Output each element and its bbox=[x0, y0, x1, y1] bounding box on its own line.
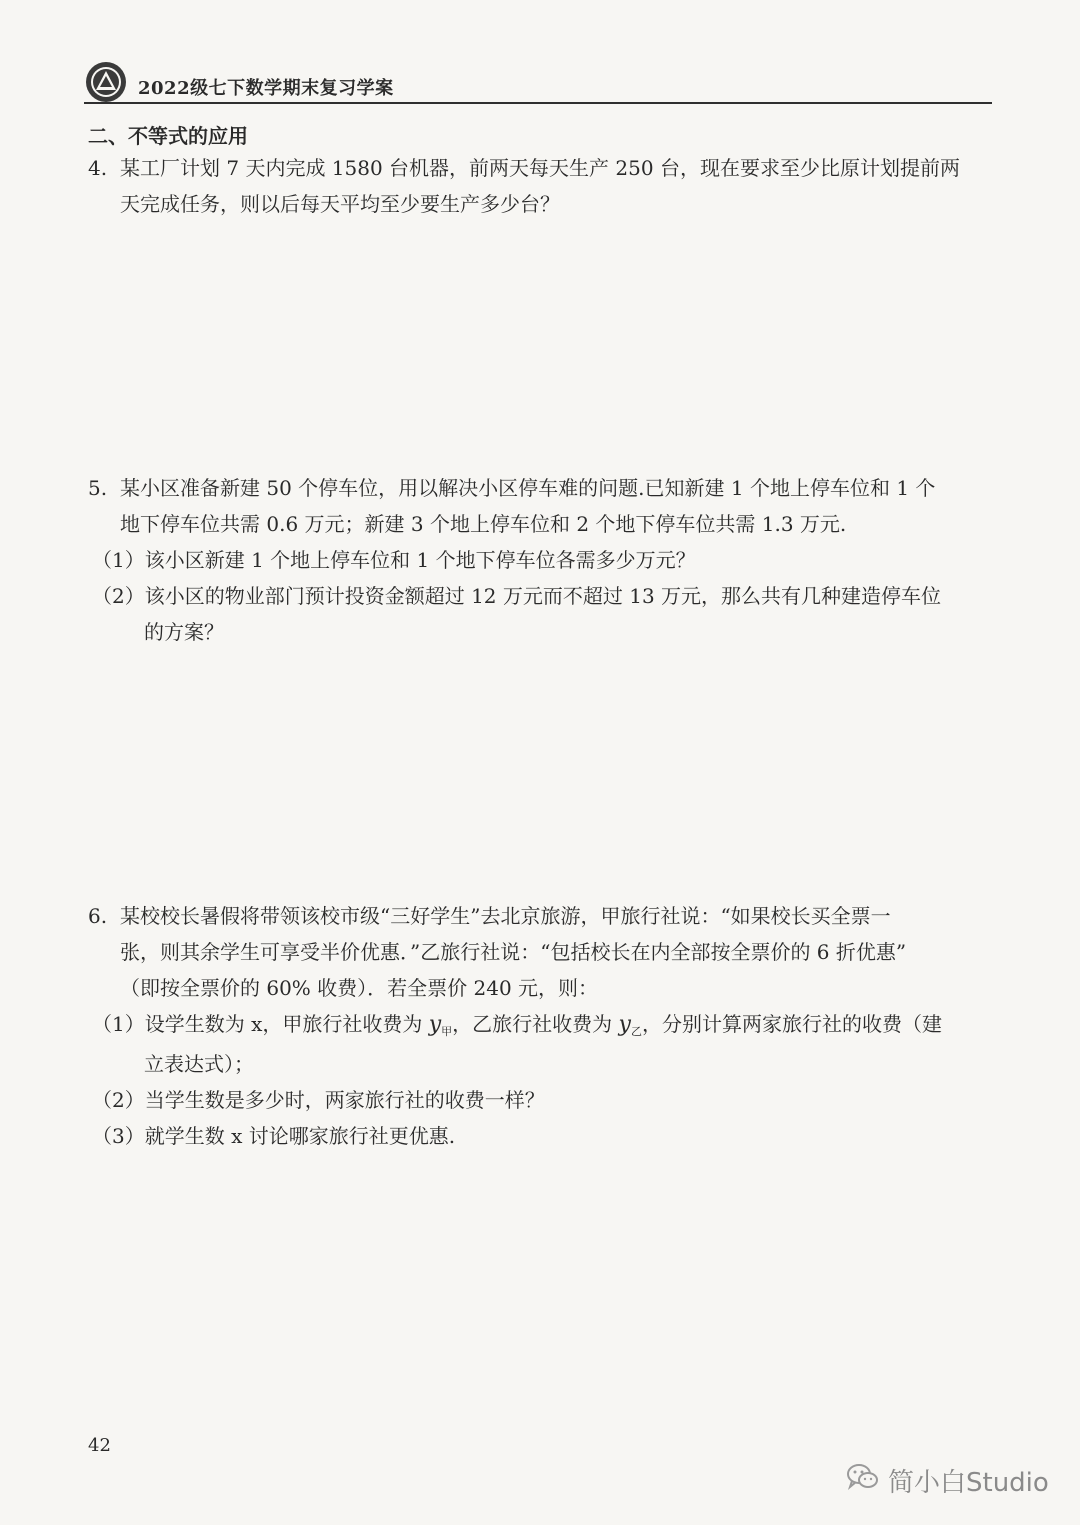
school-logo-icon bbox=[84, 60, 128, 104]
question-part-2: （2）当学生数是多少时，两家旅行社的收费一样？ bbox=[92, 1088, 545, 1112]
question-number: 4. bbox=[88, 156, 108, 180]
question-text-line: 某小区准备新建 50 个停车位，用以解决小区停车难的问题.已知新建 1 个地上停车位和 1 个 bbox=[120, 476, 936, 500]
watermark bbox=[846, 1458, 1056, 1498]
variable-subscript: 甲 bbox=[441, 1025, 453, 1038]
wechat-icon bbox=[846, 1462, 880, 1492]
variable-subscript: 乙 bbox=[630, 1025, 642, 1038]
question-number: 5. bbox=[88, 476, 108, 500]
question-part-1-continued: 立表达式）； bbox=[144, 1052, 254, 1076]
section-title: 二、不等式的应用 bbox=[88, 124, 248, 148]
page-number: 42 bbox=[88, 1435, 111, 1456]
question-text-line: 张，则其余学生可享受半价优惠．”乙旅行社说：“包括校长在内全部按全票价的 6 折优惠” bbox=[120, 940, 907, 964]
variable-y: y bbox=[618, 1012, 631, 1037]
question-part-1 bbox=[92, 1006, 942, 1050]
question-text-line: 地下停车位共需 0.6 万元；新建 3 个地上停车位和 2 个地下停车位共需 1.3 万元. bbox=[120, 512, 847, 536]
part-text: （1）设学生数为 x，甲旅行社收费为 bbox=[92, 1012, 429, 1036]
header-title: 2022级七下数学期末复习学案 bbox=[138, 78, 394, 99]
header-divider bbox=[84, 102, 992, 104]
part-text: ，分别计算两家旅行社的收费（建 bbox=[641, 1012, 942, 1036]
question-text-line: 某工厂计划 7 天内完成 1580 台机器，前两天每天生产 250 台，现在要求至少比原计划提前两 bbox=[120, 156, 960, 180]
part-text: ，乙旅行社收费为 bbox=[452, 1012, 619, 1036]
question-text-line: 天完成任务，则以后每天平均至少要生产多少台？ bbox=[120, 192, 560, 216]
question-text-line: 某校校长暑假将带领该校市级“三好学生”去北京旅游，甲旅行社说：“如果校长买全票一 bbox=[120, 904, 891, 928]
question-number: 6. bbox=[88, 904, 108, 928]
question-text-line: （即按全票价的 60% 收费）．若全票价 240 元，则： bbox=[120, 976, 599, 1000]
page-header bbox=[84, 58, 992, 106]
question-part-3: （3）就学生数 x 讨论哪家旅行社更优惠. bbox=[92, 1124, 456, 1148]
question-part: （2）该小区的物业部门预计投资金额超过 12 万元而不超过 13 万元，那么共有几种建造停车位 bbox=[92, 584, 942, 608]
variable-y: y bbox=[428, 1012, 442, 1037]
question-part: （1）该小区新建 1 个地上停车位和 1 个地下停车位各需多少万元？ bbox=[92, 548, 696, 572]
question-part-continued: 的方案？ bbox=[144, 620, 224, 644]
watermark-text: 简小白Studio bbox=[888, 1468, 1049, 1498]
